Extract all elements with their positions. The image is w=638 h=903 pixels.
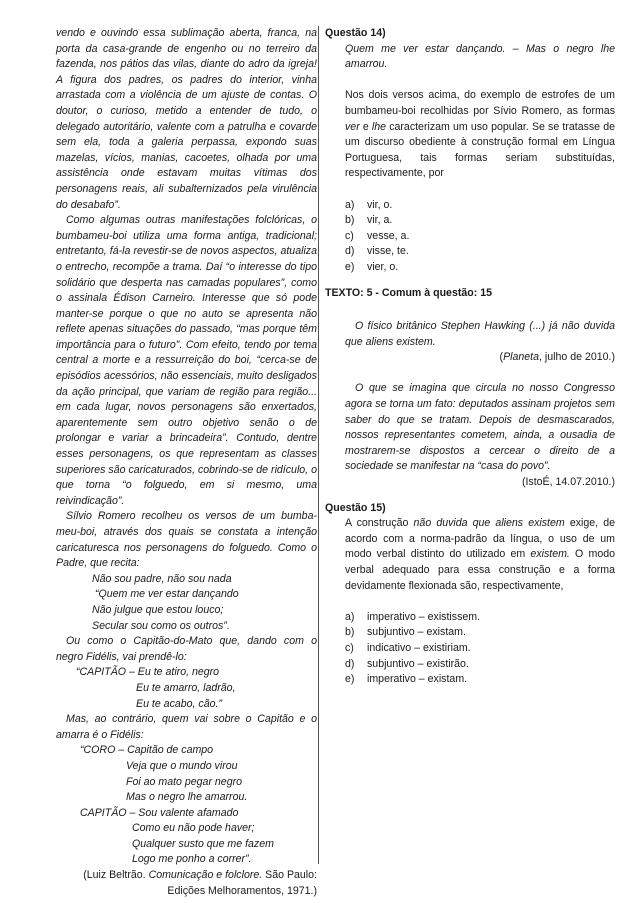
option-d[interactable]: d) visse, te. (345, 245, 409, 258)
question-14-quote: Quem me ver estar dançando. – Mas o negro lhe amarrou. (345, 42, 615, 71)
texto-5-header: TEXTO: 5 - Comum à questão: 15 (325, 286, 492, 299)
question-15-options (345, 610, 615, 688)
text-paragraph-1: vendo e ouvindo essa sublimação aberta, franca, na porta da casa-grande de engenho ou no terreiro da fazenda, nos pátios das vilas, diante do adro da igreja! A figura dos padres, os padres do interior, vinha arrastada com a violência de um ajuste de contas. O doutor, o curioso, metido a entender de tudo, o delegado autoritário, valente com a patrulha e covarde sem ela, toda a galeria perpassa, expondo suas mazelas, vícios, manias, cacoetes, olhada por uma assistência onde estavam muitas vítimas dos personagens reais, ali subalternizados pela virulência do desabafo”. (56, 27, 317, 211)
poem-line: Mas o negro lhe amarrou. (126, 791, 248, 804)
option-b[interactable]: b) subjuntivo – existam. (345, 626, 466, 639)
left-column (56, 26, 317, 899)
poem-line: Foi ao mato pegar negro (126, 775, 243, 788)
question-14-title: Questão 14) (325, 27, 386, 39)
option-e[interactable]: e) imperativo – existam. (345, 673, 468, 686)
citation-title: Comunicação e folclore. (148, 869, 263, 882)
right-column (325, 26, 615, 688)
texto-5-paragraph-2: O que se imagina que circula no nosso Congresso agora se torna um fato: deputados assinam projetos sem saber do que se tratam. Depois de desmascarados, nossos representantes cometem, ainda, a ousadia de mostrarem-se dispostos a cercear o direito de a sociedade se manifestar na “casa do povo”. (345, 382, 615, 473)
option-a[interactable]: a) imperativo – existissem. (345, 610, 481, 623)
texto-5-source-1: (Planeta, julho de 2010.) (499, 351, 615, 364)
citation (56, 868, 317, 899)
question-15-title: Questão 15) (325, 501, 386, 514)
texto-5-paragraph-1: O físico britânico Stephen Hawking (...) já não duvida que aliens existem. (345, 320, 615, 348)
poem-line: Não julgue que estou louco; (92, 603, 224, 616)
poem-line: Veja que o mundo virou (126, 759, 238, 772)
option-c[interactable]: c) vesse, a. (345, 229, 410, 242)
text-paragraph-2: Como algumas outras manifestações folclóricas, o bumbameu-boi utiliza uma forma antiga, tradicional; entretanto, fá-la revestir-se de novos aspectos, atualiza o entrecho, recompõe a trama. Daí “o interesse do tipo solidário que desperta nas camadas populares”, como o assinala Édison Carneiro. Interesse que só pode manter-se porque o que no auto se apresenta não reflete apenas situações do passado, “mas porque têm importância para o futuro”. Com efeito, tendo por tema central a morte e a ressurreição do boi, “cerca-se de episódios acessórios, não essenciais, muito desligados da ação principal, que variam de região para região... em cada lugar, novos personagens são enxertados, aparentemente sem outro objetivo senão o de prolongar e variar a brincadeira”. Contudo, dentre esses personagens, os que representam as classes superiores são caricaturados, cobrindo-se de ridículo, o que torna “o folguedo, em si mesmo, uma reivindicação”. (56, 214, 317, 507)
poem-line: Não sou padre, não sou nada (92, 572, 232, 585)
option-e[interactable]: e) vier, o. (345, 260, 399, 273)
question-15-statement: A construção não duvida que aliens existem exige, de acordo com a norma-padrão da língua, o uso de um modo verbal distinto do utilizado em existem. O modo verbal adequado para essa construção e a forma devidamente flexionada são, respectivamente, (345, 517, 615, 592)
option-a[interactable]: a) vir, o. (345, 198, 393, 211)
poem-line: “CAPITÃO – Eu te atiro, negro (76, 666, 220, 679)
texto-5-source-2: (IstoÉ, 14.07.2010.) (521, 476, 615, 489)
poem-line: CAPITÃO – Sou valente afamado (80, 806, 239, 819)
poem-line: Eu te acabo, cão.” (136, 697, 222, 710)
poem-line: “CORO – Capitão de campo (80, 744, 214, 757)
poem-padre (56, 572, 317, 634)
citation-publisher: Edições Melhoramentos, 1971.) (167, 884, 317, 897)
question-14-options (345, 198, 615, 276)
poem-line: Qualquer susto que me fazem (132, 837, 274, 850)
question-15-body (325, 516, 615, 688)
poem-coro (56, 743, 317, 868)
text-paragraph-4: Ou como o Capitão-do-Mato que, dando com o negro Fidélis, vai prendê-lo: (56, 635, 317, 663)
citation-place: São Paulo: (262, 869, 317, 882)
poem-line: Secular sou como os outros”. (92, 619, 230, 632)
text-paragraph-5: Mas, ao contrário, quem vai sobre o Capitão e o amarra é o Fidélis: (56, 713, 317, 741)
column-divider (318, 26, 319, 864)
poem-capitao (56, 665, 317, 712)
question-14-body (325, 42, 615, 276)
option-b[interactable]: b) vir, a. (345, 214, 393, 227)
text-paragraph-3: Sílvio Romero recolheu os versos de um bumba-meu-boi, através dos quais se constata a intenção caricaturesca nos personagens do folguedo. Como o Padre, que recita: (56, 510, 317, 570)
poem-line: “Quem me ver estar dançando (95, 588, 239, 601)
poem-line: Logo me ponho a correr”. (132, 853, 252, 866)
citation-author: (Luiz Beltrão. (83, 869, 149, 882)
texto-5-body (325, 319, 615, 491)
question-14-statement: Nos dois versos acima, do exemplo de estrofes de um bumbameu-boi recolhidas por Sívio Romero, as formas ver e lhe caracterizam um uso popular. Se se tratasse de um discurso obediente à construção formal em Língua Portuguesa, tais formas seriam substituídas, respectivamente, por (345, 89, 616, 180)
option-c[interactable]: c) indicativo – existiriam. (345, 641, 471, 654)
poem-line: Como eu não pode haver; (132, 822, 255, 835)
poem-line: Eu te amarro, ladrão, (136, 681, 236, 694)
option-d[interactable]: d) subjuntivo – existirão. (345, 657, 469, 670)
